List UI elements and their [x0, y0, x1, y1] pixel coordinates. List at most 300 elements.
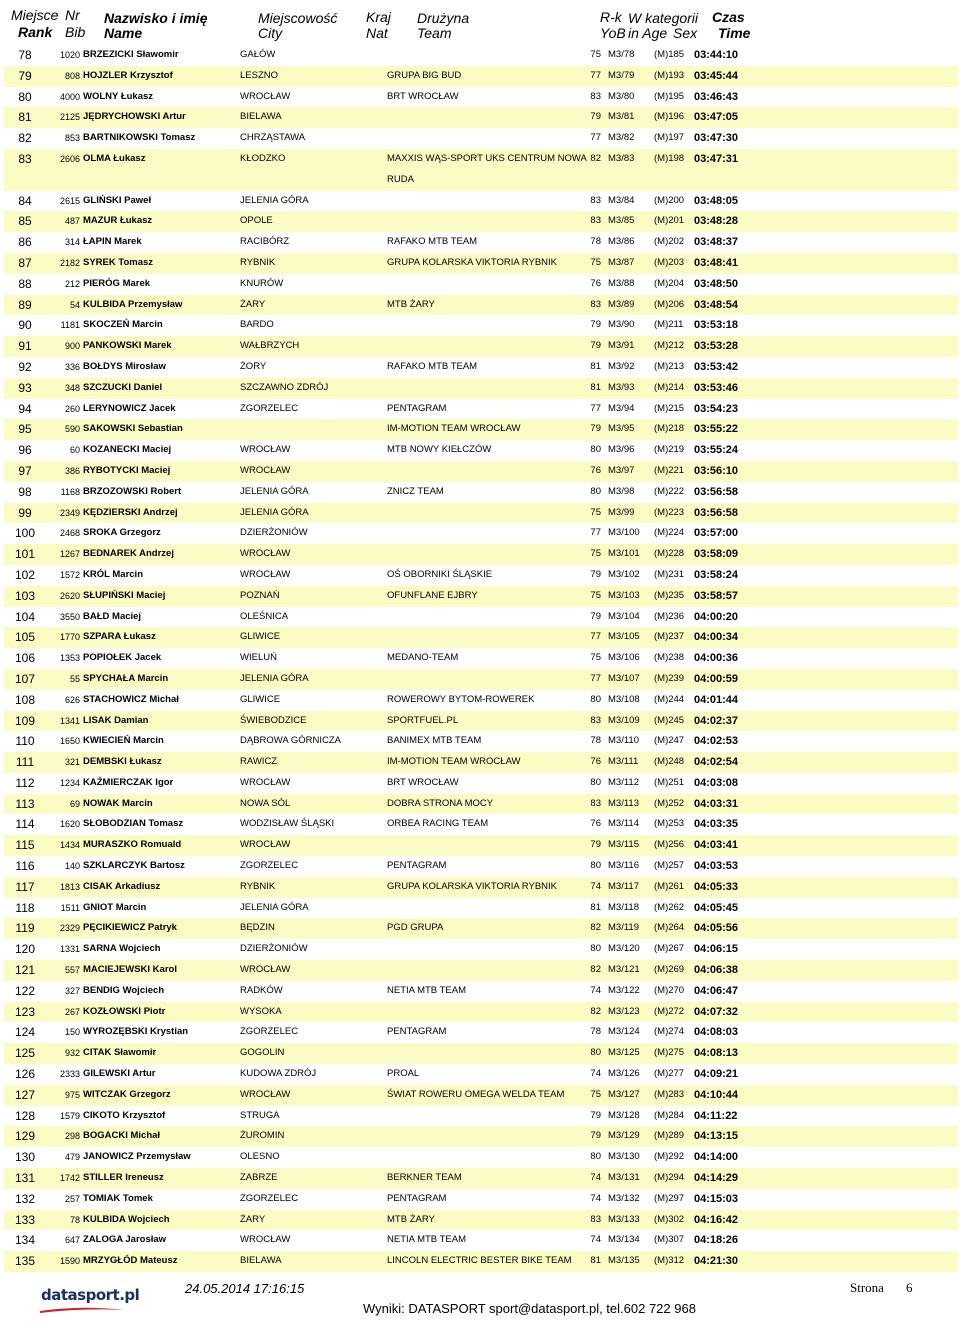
name-cell: GILEWSKI Artur	[83, 1068, 156, 1080]
table-row	[4, 669, 958, 690]
bib-cell: 557	[64, 965, 80, 976]
name-cell: BARTNIKOWSKI Tomasz	[83, 132, 196, 144]
category-cell: M3/108	[608, 693, 640, 705]
team-cell: PGD GRUPA	[387, 922, 444, 934]
category-cell: M3/117	[608, 880, 639, 892]
bib-cell: 327	[64, 985, 80, 996]
city-cell: ZGORZELEC	[240, 1026, 299, 1038]
sex-rank-cell: (M)312	[654, 1255, 685, 1267]
category-cell: M3/131	[608, 1172, 640, 1184]
sex-rank-cell: (M)307	[654, 1234, 685, 1246]
bib-cell: 69	[69, 798, 80, 809]
bib-cell: 1770	[59, 632, 80, 643]
team-cell: ŚWIAT ROWERU OMEGA WELDA TEAM	[387, 1088, 565, 1100]
city-cell: GLIWICE	[240, 631, 281, 643]
time-cell: 04:02:37	[694, 714, 739, 727]
name-cell: CISAK Arkadiusz	[83, 880, 161, 892]
yob-cell: 74	[590, 1172, 601, 1184]
table-row	[4, 835, 958, 856]
name-cell: SŁOBODZIAN Tomasz	[83, 818, 184, 830]
category-cell: M3/121	[608, 964, 640, 976]
name-cell: KOZANECKI Maciej	[83, 444, 172, 456]
team-cell: BERKNER TEAM	[387, 1172, 462, 1184]
bib-cell: 140	[64, 861, 80, 872]
bib-cell: 1579	[59, 1110, 80, 1121]
sex-rank-cell: (M)214	[654, 381, 685, 393]
generated-timestamp: 24.05.2014 17:16:15	[185, 1281, 305, 1296]
name-cell: DEMBSKI Łukasz	[83, 756, 162, 768]
bib-cell: 1650	[59, 736, 80, 747]
rank-cell: 134	[14, 1233, 36, 1248]
bib-cell: 590	[64, 424, 80, 435]
yob-cell: 79	[590, 340, 601, 352]
bib-cell: 1331	[59, 944, 80, 955]
sex-rank-cell: (M)253	[654, 818, 685, 830]
sex-rank-cell: (M)211	[654, 319, 684, 331]
bib-cell: 1742	[59, 1173, 80, 1184]
header-rank-pl: Miejsce	[11, 7, 59, 23]
category-cell: M3/124	[608, 1026, 640, 1038]
bib-cell: 2620	[59, 590, 80, 601]
bib-cell: 808	[64, 70, 80, 81]
table-row	[4, 731, 958, 752]
table-row	[4, 399, 958, 420]
logo-swoosh-icon	[38, 1306, 126, 1314]
sex-rank-cell: (M)270	[654, 984, 685, 996]
city-cell: WYSOKA	[240, 1005, 282, 1017]
time-cell: 03:47:31	[694, 152, 739, 165]
yob-cell: 76	[590, 277, 601, 289]
time-cell: 04:18:26	[694, 1234, 739, 1247]
yob-cell: 80	[590, 1047, 601, 1059]
name-cell: MRZYGŁÓD Mateusz	[83, 1255, 178, 1267]
yob-cell: 80	[590, 776, 601, 788]
header-time-en: Time	[718, 25, 751, 41]
time-cell: 04:16:42	[694, 1213, 739, 1226]
category-cell: M3/82	[608, 132, 635, 144]
header-city-en: City	[258, 25, 283, 41]
name-cell: POPIOŁEK Jacek	[83, 652, 162, 664]
header-bib-en: Bib	[65, 24, 86, 40]
city-cell: WROCŁAW	[240, 964, 291, 976]
bib-cell: 1813	[59, 881, 80, 892]
results-table	[4, 45, 958, 1272]
sex-rank-cell: (M)292	[654, 1151, 685, 1163]
table-row	[4, 1168, 958, 1189]
team-cell: GRUPA KOLARSKA VIKTORIA RYBNIK	[387, 880, 558, 892]
category-cell: M3/130	[608, 1151, 640, 1163]
bib-cell: 2329	[59, 923, 80, 934]
time-cell: 03:58:09	[694, 548, 739, 561]
name-cell: SZKLARCZYK Bartosz	[83, 860, 185, 872]
rank-cell: 94	[18, 401, 32, 416]
category-cell: M3/119	[608, 922, 639, 934]
name-cell: KOZŁOWSKI Piotr	[83, 1005, 166, 1017]
category-cell: M3/109	[608, 714, 640, 726]
table-row	[4, 773, 958, 794]
category-cell: M3/91	[608, 340, 635, 352]
table-row	[4, 419, 958, 440]
table-row	[4, 45, 958, 66]
rank-cell: 123	[14, 1004, 36, 1019]
sex-rank-cell: (M)264	[654, 922, 685, 934]
city-cell: RYBNIK	[240, 256, 276, 268]
rank-cell: 114	[15, 817, 35, 832]
city-cell: OLESNO	[240, 1151, 280, 1163]
yob-cell: 83	[590, 1213, 601, 1225]
yob-cell: 83	[590, 714, 601, 726]
time-cell: 03:55:24	[694, 444, 739, 457]
team-cell: MTB ŻARY	[387, 1213, 435, 1225]
yob-cell: 77	[590, 672, 601, 684]
table-row	[4, 482, 958, 503]
time-cell: 04:02:53	[694, 735, 739, 748]
sex-rank-cell: (M)275	[654, 1047, 685, 1059]
name-cell: HOJZLER Krzysztof	[83, 69, 173, 81]
team-cell: SPORTFUEL.PL	[387, 714, 459, 726]
table-row	[4, 107, 958, 128]
time-cell: 03:48:28	[694, 215, 739, 228]
time-cell: 03:47:30	[694, 132, 739, 145]
sex-rank-cell: (M)224	[654, 527, 685, 539]
yob-cell: 81	[590, 1255, 601, 1267]
name-cell: SAKOWSKI Sebastian	[83, 423, 183, 435]
yob-cell: 82	[590, 1005, 601, 1017]
category-cell: M3/110	[608, 735, 639, 747]
table-row	[4, 87, 958, 108]
yob-cell: 75	[590, 256, 601, 268]
rank-cell: 116	[15, 859, 35, 874]
bib-cell: 1572	[59, 569, 80, 580]
sex-rank-cell: (M)245	[654, 714, 685, 726]
time-cell: 03:56:10	[694, 464, 739, 477]
bib-cell: 2606	[59, 153, 80, 164]
category-cell: M3/87	[608, 256, 635, 268]
category-cell: M3/102	[608, 568, 640, 580]
rank-cell: 120	[14, 942, 36, 957]
rank-cell: 78	[18, 48, 32, 62]
category-cell: M3/96	[608, 444, 635, 456]
table-row	[4, 149, 958, 191]
team-cell: MAXXIS WĄS-SPORT UKS CENTRUM NOWA	[387, 152, 587, 164]
name-cell: BOŁDYS Mirosław	[83, 360, 166, 372]
time-cell: 04:01:44	[694, 693, 739, 706]
name-cell: SARNA Wojciech	[83, 943, 161, 955]
rank-cell: 91	[18, 339, 32, 354]
time-cell: 04:00:36	[694, 652, 739, 665]
time-cell: 03:46:43	[694, 90, 739, 103]
sex-rank-cell: (M)236	[654, 610, 685, 622]
table-row	[4, 461, 958, 482]
yob-cell: 78	[590, 735, 601, 747]
name-cell: JĘDRYCHOWSKI Artur	[83, 111, 186, 123]
category-cell: M3/78	[608, 49, 635, 60]
yob-cell: 80	[590, 693, 601, 705]
rank-cell: 104	[14, 609, 36, 624]
name-cell: SZPARA Łukasz	[83, 631, 156, 643]
yob-cell: 78	[590, 236, 601, 248]
city-cell: ŻORY	[240, 360, 267, 372]
bib-cell: 150	[64, 1027, 80, 1038]
yob-cell: 77	[590, 631, 601, 643]
bib-cell: 267	[64, 1006, 80, 1017]
bib-cell: 2333	[59, 1069, 80, 1080]
category-cell: M3/90	[608, 319, 635, 331]
rank-cell: 131	[14, 1171, 36, 1186]
bib-cell: 257	[64, 1193, 80, 1204]
yob-cell: 83	[590, 90, 601, 102]
city-cell: WROCŁAW	[240, 1088, 291, 1100]
name-cell: MAZUR Łukasz	[83, 215, 153, 227]
table-row	[4, 274, 958, 295]
header-inage-en: in Age	[628, 25, 668, 41]
rank-cell: 92	[18, 359, 32, 374]
header-cat-pl: W kategorii	[628, 10, 699, 26]
rank-cell: 117	[15, 879, 35, 894]
table-row	[4, 295, 958, 316]
yob-cell: 74	[590, 1068, 601, 1080]
yob-cell: 79	[590, 111, 601, 123]
time-cell: 04:03:31	[694, 797, 739, 810]
category-cell: M3/105	[608, 631, 640, 643]
bib-cell: 348	[64, 382, 80, 393]
page-number: 6	[906, 1280, 913, 1295]
bib-cell: 2349	[59, 507, 80, 518]
category-cell: M3/94	[608, 402, 635, 414]
category-cell: M3/104	[608, 610, 640, 622]
sex-rank-cell: (M)222	[654, 485, 685, 497]
yob-cell: 79	[590, 839, 601, 851]
team-cell: MTB NOWY KIEŁCZÓW	[387, 444, 492, 456]
time-cell: 03:58:57	[694, 589, 739, 602]
bib-cell: 626	[64, 694, 80, 705]
table-row	[4, 960, 958, 981]
time-cell: 03:48:41	[694, 256, 739, 269]
team-cell: PENTAGRAM	[387, 402, 447, 414]
time-cell: 04:15:03	[694, 1192, 739, 1205]
category-cell: M3/89	[608, 298, 635, 310]
rank-cell: 97	[18, 463, 32, 478]
sex-rank-cell: (M)239	[654, 672, 685, 684]
team-cell: PENTAGRAM	[387, 860, 447, 872]
time-cell: 03:44:10	[694, 49, 739, 61]
sex-rank-cell: (M)218	[654, 423, 685, 435]
name-cell: PĘCIKIEWICZ Patryk	[83, 922, 177, 934]
page-label: Strona	[850, 1280, 884, 1295]
rank-cell: 127	[14, 1087, 36, 1102]
time-cell: 04:03:41	[694, 839, 739, 852]
category-cell: M3/92	[608, 360, 635, 372]
team-cell: MEDANO-TEAM	[387, 652, 459, 664]
team-cell-continued: RUDA	[387, 173, 414, 185]
city-cell: ŻARY	[240, 298, 266, 310]
sex-rank-cell: (M)213	[654, 360, 685, 372]
bib-cell: 78	[69, 1214, 80, 1225]
category-cell: M3/100	[608, 527, 640, 539]
category-cell: M3/101	[608, 548, 640, 560]
rank-cell: 96	[18, 443, 32, 458]
bib-cell: 212	[64, 278, 80, 289]
bib-cell: 1353	[59, 653, 80, 664]
sex-rank-cell: (M)206	[654, 298, 685, 310]
bib-cell: 298	[64, 1131, 80, 1142]
name-cell: KULBIDA Wojciech	[83, 1213, 170, 1225]
team-cell: OŚ OBORNIKI ŚLĄSKIE	[387, 568, 493, 580]
rank-cell: 122	[14, 983, 36, 998]
sex-rank-cell: (M)244	[654, 693, 685, 705]
sex-rank-cell: (M)193	[654, 69, 685, 81]
city-cell: GAŁÓW	[240, 49, 276, 60]
table-row	[4, 253, 958, 274]
city-cell: JELENIA GÓRA	[240, 485, 309, 497]
logo-wordmark: datasport.pl	[41, 1286, 140, 1304]
sex-rank-cell: (M)221	[654, 464, 685, 476]
table-row	[4, 1126, 958, 1147]
bib-cell: 386	[64, 465, 80, 476]
city-cell: DZIERŻONIÓW	[240, 943, 308, 955]
city-cell: JELENIA GÓRA	[240, 672, 309, 684]
team-cell: IM-MOTION TEAM WROCŁAW	[387, 756, 521, 768]
sex-rank-cell: (M)269	[654, 964, 685, 976]
team-cell: PENTAGRAM	[387, 1026, 447, 1038]
table-row	[4, 711, 958, 732]
table-row	[4, 440, 958, 461]
rank-cell: 111	[15, 755, 35, 770]
yob-cell: 76	[590, 464, 601, 476]
name-cell: STACHOWICZ Michał	[83, 693, 179, 705]
category-cell: M3/129	[608, 1130, 640, 1142]
rank-cell: 118	[15, 900, 35, 915]
team-cell: OFUNFLANE EJBRY	[387, 589, 478, 601]
rank-cell: 83	[18, 151, 32, 166]
city-cell: SZCZAWNO ZDRÓJ	[240, 381, 329, 393]
table-row	[4, 1002, 958, 1023]
sex-rank-cell: (M)272	[654, 1005, 685, 1017]
name-cell: NOWAK Marcin	[83, 797, 153, 809]
header-team-en: Team	[417, 25, 452, 41]
city-cell: WROCŁAW	[240, 464, 291, 476]
rank-cell: 93	[18, 380, 32, 395]
category-cell: M3/95	[608, 423, 635, 435]
rank-cell: 132	[14, 1191, 36, 1206]
team-cell: RAFAKO MTB TEAM	[387, 360, 478, 372]
rank-cell: 113	[15, 796, 35, 811]
team-cell: NETIA MTB TEAM	[387, 1234, 467, 1246]
time-cell: 03:53:28	[694, 340, 739, 353]
rank-cell: 106	[14, 651, 36, 666]
rank-cell: 112	[15, 775, 35, 790]
time-cell: 04:06:47	[694, 984, 739, 997]
yob-cell: 75	[590, 652, 601, 664]
rank-cell: 135	[14, 1254, 36, 1269]
table-row	[4, 794, 958, 815]
table-row	[4, 315, 958, 336]
city-cell: ŻUROMIN	[240, 1130, 285, 1142]
table-row	[4, 1064, 958, 1085]
sex-rank-cell: (M)197	[654, 132, 685, 144]
bib-cell: 321	[64, 757, 80, 768]
category-cell: M3/115	[608, 839, 639, 851]
name-cell: PANKOWSKI Marek	[83, 340, 172, 352]
bib-cell: 2182	[59, 257, 80, 268]
yob-cell: 74	[590, 984, 601, 996]
name-cell: MACIEJEWSKI Karol	[83, 964, 177, 976]
datasport-logo	[38, 1284, 140, 1314]
sex-rank-cell: (M)238	[654, 652, 685, 664]
city-cell: GOGOLIN	[240, 1047, 285, 1059]
name-cell: WOLNY Łukasz	[83, 90, 154, 102]
category-cell: M3/125	[608, 1047, 640, 1059]
yob-cell: 83	[590, 298, 601, 310]
category-cell: M3/83	[608, 152, 635, 164]
rank-cell: 110	[15, 734, 35, 749]
city-cell: CHRZĄSTAWA	[240, 132, 306, 144]
name-cell: SKOCZEŃ Marcin	[83, 319, 163, 331]
time-cell: 03:54:23	[694, 402, 739, 415]
table-row	[4, 981, 958, 1002]
header-nat-en: Nat	[366, 25, 388, 41]
time-cell: 03:56:58	[694, 485, 739, 498]
bib-cell: 2468	[59, 528, 80, 539]
yob-cell: 80	[590, 485, 601, 497]
city-cell: WROCŁAW	[240, 1234, 291, 1246]
sex-rank-cell: (M)257	[654, 860, 685, 872]
name-cell: CIKOTO Krzysztof	[83, 1109, 166, 1121]
city-cell: KŁODZKO	[240, 152, 286, 164]
city-cell: WROCŁAW	[240, 568, 291, 580]
name-cell: OLMA Łukasz	[83, 152, 146, 164]
city-cell: WIELUŃ	[240, 652, 277, 664]
category-cell: M3/122	[608, 984, 640, 996]
sex-rank-cell: (M)195	[654, 90, 685, 102]
table-row	[4, 648, 958, 669]
rank-cell: 128	[14, 1108, 36, 1123]
rank-cell: 124	[14, 1025, 36, 1040]
column-header	[0, 0, 960, 44]
city-cell: POZNAŃ	[240, 589, 280, 601]
city-cell: ZABRZE	[240, 1172, 278, 1184]
yob-cell: 76	[590, 756, 601, 768]
city-cell: ZGORZELEC	[240, 860, 299, 872]
sex-rank-cell: (M)215	[654, 402, 685, 414]
yob-cell: 79	[590, 319, 601, 331]
name-cell: CITAK Sławomir	[83, 1047, 157, 1059]
category-cell: M3/79	[608, 69, 635, 81]
yob-cell: 77	[590, 402, 601, 414]
city-cell: NOWA SÓL	[240, 797, 291, 809]
bib-cell: 1434	[59, 840, 80, 851]
city-cell: JELENIA GÓRA	[240, 506, 309, 518]
category-cell: M3/132	[608, 1192, 640, 1204]
category-cell: M3/106	[608, 652, 640, 664]
name-cell: BAŁD Maciej	[83, 610, 142, 622]
table-row	[4, 565, 958, 586]
header-name-pl: Nazwisko i imię	[104, 10, 208, 26]
header-time-pl: Czas	[712, 9, 745, 25]
category-cell: M3/80	[608, 90, 635, 102]
rank-cell: 79	[18, 68, 32, 83]
table-row	[4, 752, 958, 773]
rank-cell: 103	[14, 588, 36, 603]
sex-rank-cell: (M)231	[654, 568, 685, 580]
table-row	[4, 544, 958, 565]
name-cell: SROKA Grzegorz	[83, 527, 161, 539]
name-cell: SYREK Tomasz	[83, 256, 154, 268]
time-cell: 03:58:24	[694, 568, 739, 581]
sex-rank-cell: (M)202	[654, 236, 685, 248]
category-cell: M3/116	[608, 860, 639, 872]
city-cell: BARDO	[240, 319, 274, 331]
